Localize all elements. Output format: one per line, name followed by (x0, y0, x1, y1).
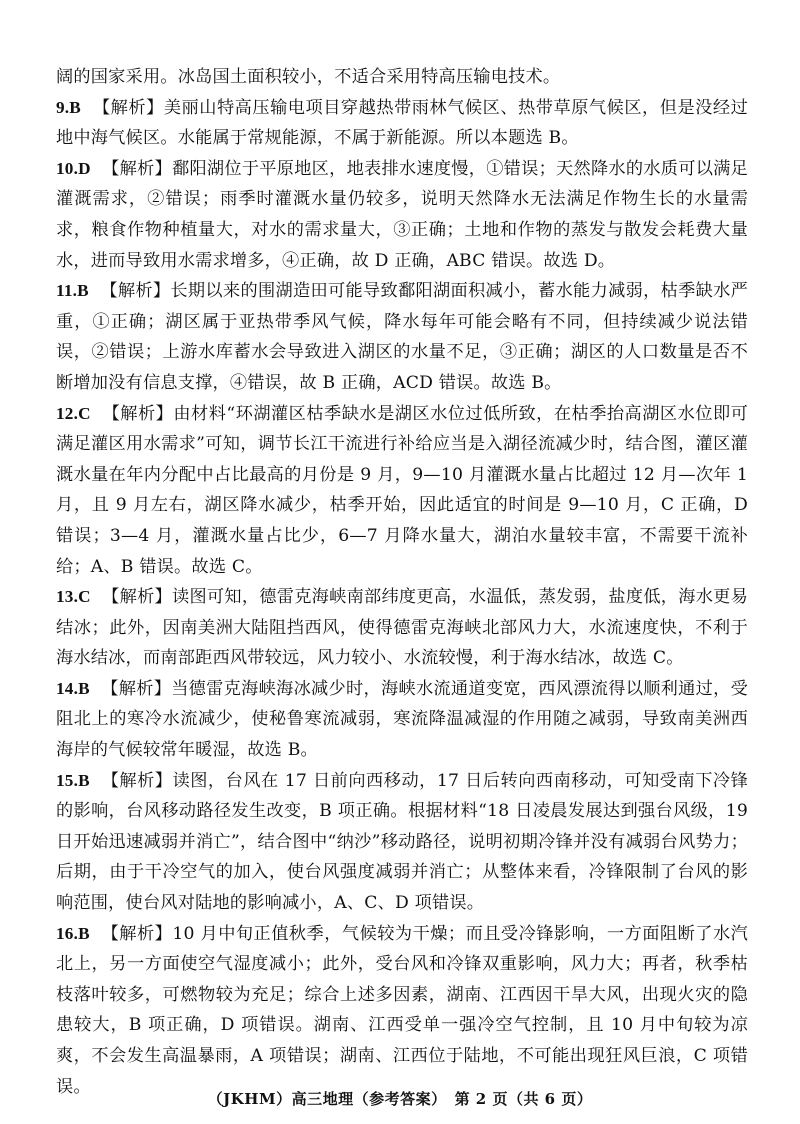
answer-number: 15.B (56, 770, 90, 790)
answer-9 (56, 93, 748, 154)
intro-text: 阔的国家采用。冰岛国土面积较小，不适合采用特高压输电技术。 (56, 67, 561, 87)
answer-10 (56, 154, 748, 276)
analysis-tag: 【解析】 (102, 158, 172, 179)
answer-number: 16.B (56, 923, 90, 943)
answer-16 (56, 919, 748, 1103)
analysis-tag: 【解析】 (102, 587, 172, 608)
answer-text: 读图可知，德雷克海峡南部纬度更高，水温低，蒸发弱，盐度低，海水更易结冰；此外，因南美洲大陆阻挡西风，使得德雷克海峡北部风力大，水流速度快，不利于海水结冰，而南部距西风带较远，风力较小、水流较慢，利于海水结冰，故选 C。 (56, 587, 748, 669)
answer-12 (56, 399, 748, 583)
analysis-tag: 【解析】 (101, 770, 173, 791)
analysis-tag: 【解析】 (102, 403, 174, 424)
answer-text: 由材料“环湖灌区枯季缺水是湖区水位过低所致，在枯季抬高湖区水位即可满足灌区用水需求”可知，调节长江干流进行补给应当是入湖径流减少时，结合图，灌区灌溉水量在年内分配中占比最高的月份是 9 月，9—10 月灌溉水量占比超过 12 月—次年 1 月，且 9 月左右，湖区降水减少，枯季开始，因此适宜的时间是 9—10 月，C 正确，D 错误；3—4 月，灌溉水量占比少，6—7 月降水量大，湖泊水量较丰富，不需要干流补给；A、B 错误。故选 C。 (56, 403, 749, 577)
answer-number: 12.C (56, 403, 91, 423)
answer-text: 美丽山特高压输电项目穿越热带雨林气候区、热带草原气候区，但是没经过地中海气候区。水能属于常规能源，不属于新能源。所以本题选 B。 (56, 97, 748, 149)
analysis-tag: 【解析】 (92, 97, 164, 118)
page-footer: （JKHM）高三地理（参考答案） 第 2 页（共 6 页） (207, 1090, 593, 1108)
answer-number: 9.B (56, 97, 81, 117)
answer-text: 10 月中旬正值秋季，气候较为干燥；而且受冷锋影响，一方面阻断了水汽北上，另一方面使空气湿度减小；此外，受台风和冷锋双重影响，风力大；再者，秋季枯枝落叶较多，可燃物较为充足；综合上述多因素，湖南、江西因干旱大风，出现火灾的隐患较大，B 项正确，D 项错误。湖南、江西受单一强冷空气控制，且 10 月中旬较为凉爽，不会发生高温暴雨，A 项错误；湖南、江西位于陆地，不可能出现狂风巨浪，C 项错误。 (56, 923, 748, 1097)
answer-11 (56, 276, 748, 398)
answer-text: 当德雷克海峡海冰减少时，海峡水流通道变宽，西风漂流得以顺利通过，受阻北上的寒冷水流减少，使秘鲁寒流减弱，寒流降温减湿的作用随之减弱，导致南美洲西海岸的气候较常年暖湿，故选 B。 (56, 678, 748, 761)
answer-number: 10.D (56, 158, 91, 178)
answer-text: 长期以来的围湖造田可能导致鄱阳湖面积减小，蓄水能力减弱，枯季缺水严重，①正确；湖区属于亚热带季风气候，降水每年可能会略有不同，但持续减少说法错误，②错误；上游水库蓄水会导致进入湖区的水量不足，③正确；湖区的人口数量是否不断增加没有信息支撑，④错误，故 B 正确，ACD 错误。故选 B。 (56, 281, 749, 393)
answer-text: 鄱阳湖位于平原地区，地表排水速度慢，①错误；天然降水的水质可以满足灌溉需求，②错误；雨季时灌溉水量仍较多，说明天然降水无法满足作物生长的水量需求，粮食作物种植量大，对水的需求量大，③正确；土地和作物的蒸发与散发会耗费大量水，进而导致用水需求增多，④正确，故 D 正确，ABC 错误。故选 D。 (56, 158, 748, 271)
answer-number: 14.B (56, 678, 90, 698)
analysis-tag: 【解析】 (100, 281, 171, 302)
answer-13 (56, 582, 748, 674)
analysis-tag: 【解析】 (101, 678, 172, 699)
answer-14 (56, 674, 748, 766)
answer-15 (56, 766, 748, 919)
answer-number: 13.C (56, 587, 91, 607)
analysis-tag: 【解析】 (101, 923, 173, 944)
answer-number: 11.B (56, 281, 89, 301)
answer-text: 读图，台风在 17 日前向西移动，17 日后转向西南移动，可知受南下冷锋的影响，台风移动路径发生改变，B 项正确。根据材料“18 日凌晨发展达到强台风级，19 日开始迅速减弱并消亡”，结合图中“纳沙”移动路径，说明初期冷锋并没有减弱台风势力；后期，由于干冷空气的加入，使台风强度减弱并消亡；从整体来看，冷锋限制了台风的影响范围，使台风对陆地的影响减小，A、C、D 项错误。 (56, 770, 748, 914)
answer-page-body (56, 62, 748, 1102)
